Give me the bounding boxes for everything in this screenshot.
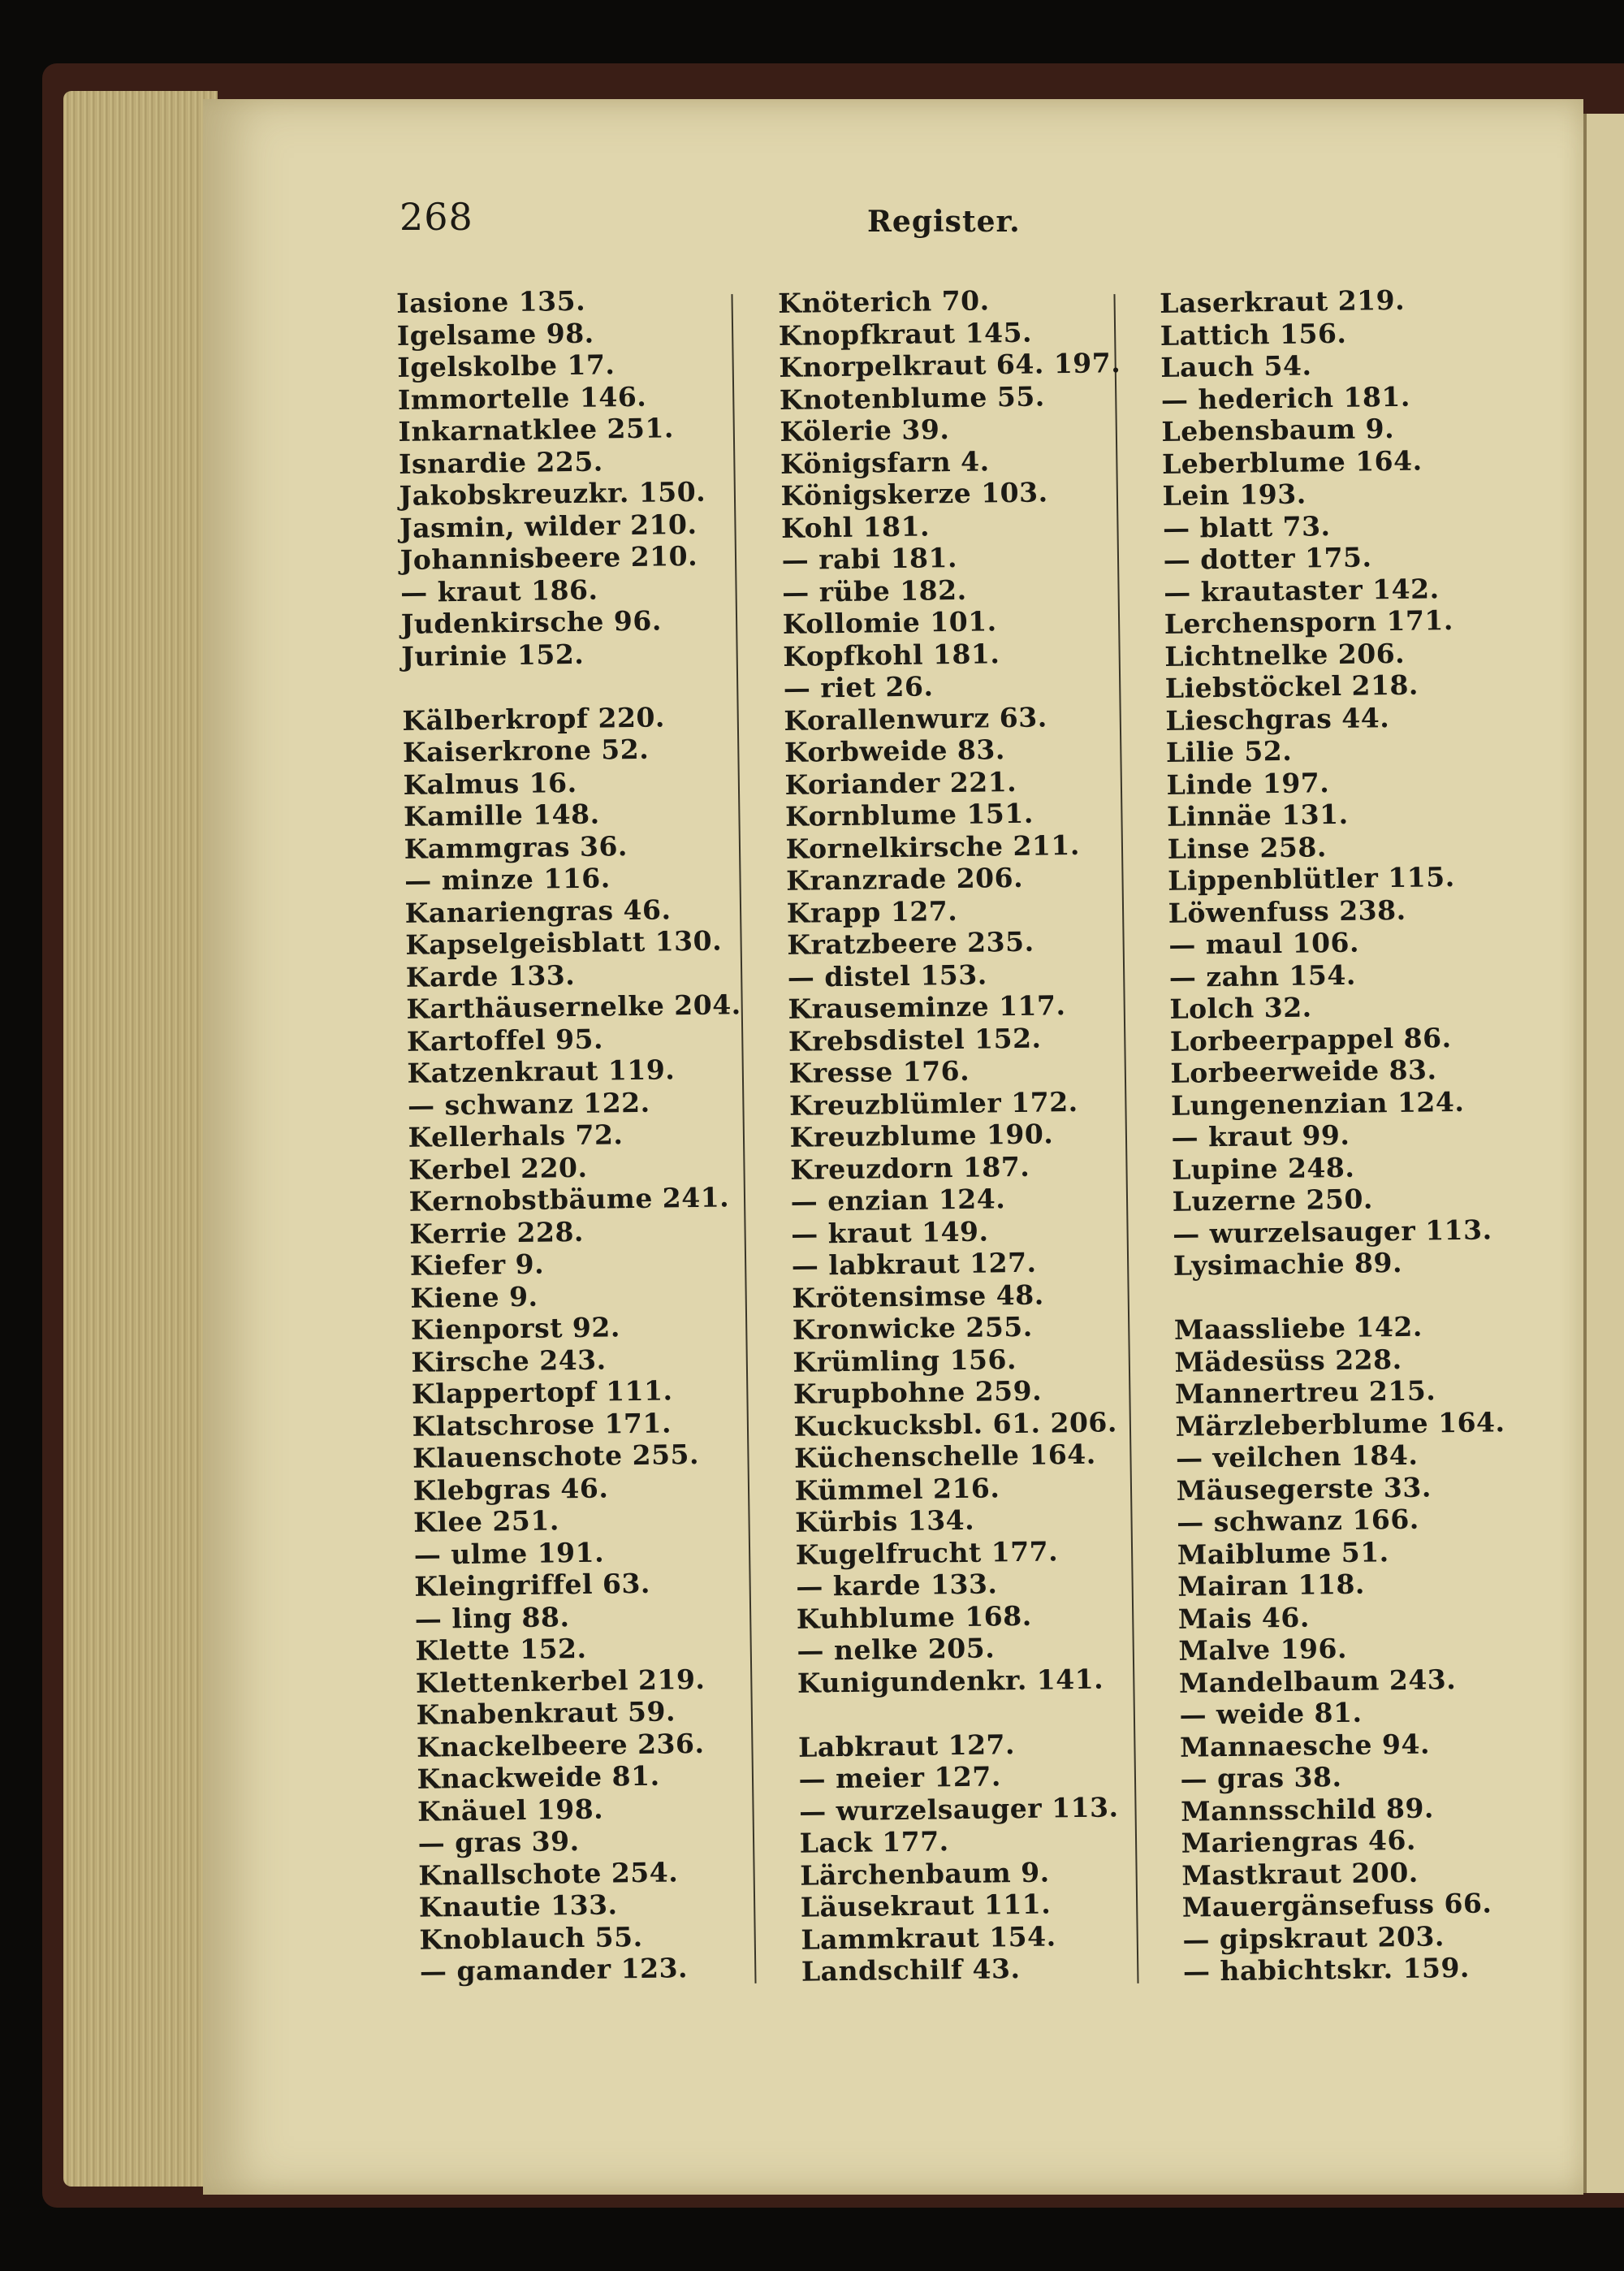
index-entry: Linnäe 131.	[1166, 798, 1349, 833]
index-entry: Kollomie 101.	[782, 605, 997, 640]
index-entry: — gamander 123.	[419, 1952, 689, 1988]
index-entry: — rabi 181.	[781, 541, 958, 576]
index-entry: Kartoffel 95.	[406, 1023, 604, 1058]
index-entry: Krupbohne 259.	[793, 1374, 1043, 1410]
index-column-3	[1160, 283, 1513, 1988]
index-entry: — rübe 182.	[781, 573, 967, 608]
index-entry: Kiene 9.	[410, 1280, 538, 1314]
index-entry: — minze 116.	[404, 862, 611, 897]
index-entry: Kölerie 39.	[780, 413, 950, 448]
index-column-1	[396, 283, 754, 1988]
index-entry: Kälberkropf 220.	[402, 700, 666, 737]
index-entry: Klebgras 46.	[412, 1471, 609, 1507]
index-entry: — krautaster 142.	[1163, 572, 1440, 608]
index-entry: Kamille 148.	[403, 798, 600, 833]
index-entry: Königskerze 103.	[780, 476, 1048, 512]
index-entry: Immortelle 146.	[397, 380, 647, 416]
index-entry: Lungenenzian 124.	[1170, 1085, 1465, 1122]
index-entry: — distel 153.	[787, 958, 987, 993]
index-entry: — kraut 149.	[790, 1214, 989, 1250]
index-entry: Mannsschild 89.	[1180, 1791, 1435, 1828]
index-entry: Lammkraut 154.	[801, 1919, 1056, 1956]
index-entry: Kreuzblümler 172.	[788, 1085, 1078, 1122]
index-entry: — gras 39.	[417, 1825, 580, 1859]
index-entry: Knautie 133.	[418, 1888, 618, 1923]
index-entry: Knäuel 198.	[417, 1793, 604, 1828]
index-entry: Küchenschelle 164.	[793, 1438, 1096, 1474]
index-entry: Igelsame 98.	[396, 317, 594, 352]
index-entry: Krapp 127.	[786, 894, 958, 929]
index-entry: Lack 177.	[799, 1825, 949, 1859]
index-entry: Krauseminze 117.	[788, 989, 1066, 1025]
index-entry: Knöterich 70.	[778, 284, 990, 319]
index-entry: Laserkraut 219.	[1160, 283, 1406, 319]
index-entry: Kronwicke 255.	[792, 1310, 1034, 1346]
index-entry: — riet 26.	[783, 670, 934, 704]
index-entry: Klettenkerbel 219.	[415, 1663, 706, 1699]
index-entry: — hederich 181.	[1160, 380, 1411, 416]
index-entry: Kernobstbäume 241.	[408, 1181, 730, 1218]
index-entry: — maul 106.	[1168, 926, 1360, 961]
index-entry: Johannisbeere 210.	[400, 539, 698, 576]
index-entry: Koriander 221.	[784, 765, 1017, 801]
index-entry: Kleingriffel 63.	[414, 1567, 651, 1603]
index-entry: Kienporst 92.	[410, 1311, 621, 1346]
index-entry: Lebensbaum 9.	[1161, 412, 1395, 448]
index-entry: Klee 251.	[412, 1504, 560, 1538]
index-entry: — enzian 124.	[790, 1183, 1006, 1218]
index-entry: — wurzelsauger 113.	[1172, 1213, 1492, 1250]
index-entry: — ulme 191.	[413, 1536, 605, 1571]
index-entry: Knopfkraut 145.	[778, 316, 1033, 352]
index-entry: Mannertreu 215.	[1174, 1374, 1436, 1410]
index-entry: Linse 258.	[1167, 830, 1328, 865]
index-entry: Kugelfrucht 177.	[795, 1534, 1059, 1571]
section-gap	[1173, 1278, 1503, 1314]
index-entry: — karde 133.	[796, 1568, 998, 1603]
index-entry: Krötensimse 48.	[792, 1278, 1044, 1314]
index-entry: Karthäusernelke 204.	[406, 988, 741, 1025]
index-entry: Iasione 135.	[396, 284, 586, 319]
index-entry: Korbweide 83.	[784, 733, 1006, 768]
index-entry: Kürbis 134.	[794, 1503, 975, 1538]
index-entry: Inkarnatklee 251.	[398, 412, 675, 448]
index-entry: Kopfkohl 181.	[783, 637, 1000, 673]
index-entry: Igelskolbe 17.	[397, 348, 615, 383]
index-entry: Isnardie 225.	[398, 444, 604, 480]
index-entry: Kiefer 9.	[409, 1248, 545, 1282]
running-head: Register.	[867, 205, 1021, 239]
index-entry: Lerchensporn 171.	[1164, 603, 1454, 640]
index-entry: Kreuzdorn 187.	[789, 1150, 1030, 1186]
index-entry: Kammgras 36.	[404, 829, 628, 865]
index-entry: Maassliebe 142.	[1173, 1310, 1423, 1346]
index-entry: Malve 196.	[1178, 1632, 1348, 1667]
index-entry: Kornelkirsche 211.	[785, 828, 1081, 865]
index-entry: Kerbel 220.	[408, 1151, 588, 1186]
index-entry: — schwanz 166.	[1176, 1503, 1420, 1538]
index-entry: — schwanz 122.	[407, 1086, 650, 1122]
index-entry: Korallenwurz 63.	[784, 700, 1047, 737]
index-entry: Klappertopf 111.	[411, 1374, 673, 1410]
index-entry: Lattich 156.	[1160, 317, 1347, 352]
index-entry: Lärchenbaum 9.	[800, 1856, 1050, 1892]
index-entry: Kresse 176.	[788, 1054, 970, 1089]
index-entry: Kümmel 216.	[794, 1471, 1000, 1507]
index-entry: Krümling 156.	[793, 1343, 1017, 1378]
index-entry: — blatt 73.	[1162, 509, 1331, 544]
index-entry: Lorbeerweide 83.	[1170, 1053, 1437, 1089]
index-entry: Kaiserkrone 52.	[402, 733, 650, 768]
index-entry: Mädesüss 228.	[1174, 1343, 1402, 1378]
index-entry: Jasmin, wilder 210.	[399, 508, 698, 544]
index-entry: Kratzbeere 235.	[787, 925, 1034, 961]
index-entry: Labkraut 127.	[797, 1728, 1016, 1763]
index-entry: Knackweide 81.	[417, 1759, 660, 1795]
index-entry: Kreuzblume 190.	[789, 1118, 1054, 1153]
index-entry: Kerrie 228.	[408, 1215, 585, 1250]
index-entry: Lieschgras 44.	[1165, 701, 1390, 737]
index-entry: Kirsche 243.	[411, 1343, 607, 1378]
index-entry: Mauergänsefuss 66.	[1181, 1887, 1492, 1923]
index-entry: — gras 38.	[1180, 1761, 1342, 1795]
index-entry: Lichtnelke 206.	[1164, 637, 1406, 673]
index-entry: Mäusegerste 33.	[1176, 1470, 1432, 1507]
index-entry: — gipskraut 203.	[1182, 1919, 1445, 1956]
index-entry: Jurinie 152.	[401, 638, 585, 673]
index-entry: Knorpelkraut 64. 197.	[779, 347, 1121, 383]
page-number: 268	[400, 195, 473, 239]
index-entry: Knoblauch 55.	[419, 1920, 643, 1956]
index-entry: — ling 88.	[414, 1600, 570, 1635]
index-entry: Mastkraut 200.	[1181, 1856, 1419, 1892]
index-entry: Kuhblume 168.	[796, 1599, 1032, 1635]
index-entry: Klauenschote 255.	[412, 1438, 700, 1474]
index-entry: Linde 197.	[1166, 766, 1330, 801]
index-entry: Knallschote 254.	[418, 1855, 679, 1892]
index-entry: — dotter 175.	[1163, 541, 1372, 576]
index-entry: Krebsdistel 152.	[788, 1022, 1042, 1058]
index-entry: Knotenblume 55.	[779, 379, 1046, 416]
page-edges	[63, 91, 218, 2187]
index-entry: Lein 193.	[1162, 478, 1307, 512]
index-entry: Löwenfuss 238.	[1168, 893, 1406, 929]
index-entry: Kapselgeisblatt 130.	[405, 924, 723, 961]
index-entry: Jakobskreuzkr. 150.	[399, 475, 706, 512]
index-entry: Lippenblütler 115.	[1167, 860, 1455, 897]
index-entry: — kraut 99.	[1171, 1118, 1350, 1153]
index-entry: Leberblume 164.	[1161, 444, 1423, 480]
index-entry: — habichtskr. 159.	[1182, 1951, 1471, 1988]
index-entry: Kalmus 16.	[403, 766, 577, 801]
index-entry: — nelke 205.	[797, 1632, 996, 1667]
index-entry: Kanariengras 46.	[404, 893, 672, 929]
index-entry: Katzenkraut 119.	[407, 1053, 676, 1089]
index-entry: Knackelbeere 236.	[416, 1727, 705, 1763]
section-gap	[797, 1694, 1139, 1731]
index-entry: Knabenkraut 59.	[416, 1695, 676, 1731]
index-entry: Lilie 52.	[1165, 734, 1293, 768]
index-entry: Lysimachie 89.	[1173, 1246, 1403, 1282]
index-entry: Mannaesche 94.	[1179, 1728, 1431, 1763]
index-column-2	[778, 283, 1143, 1988]
index-entry: — wurzelsauger 113.	[798, 1790, 1119, 1828]
index-entry: Luzerne 250.	[1172, 1183, 1374, 1218]
index-entry: Klette 152.	[415, 1632, 587, 1667]
index-entry: Lorbeerpappel 86.	[1169, 1021, 1452, 1058]
index-entry: — weide 81.	[1179, 1696, 1363, 1731]
next-page-edge	[1583, 114, 1624, 2193]
index-entry: Lolch 32.	[1169, 991, 1312, 1025]
index-entry: Kohl 181.	[780, 509, 931, 544]
index-entry: Kornblume 151.	[784, 797, 1034, 833]
index-entry: — meier 127.	[798, 1760, 1002, 1795]
index-entry: Liebstöckel 218.	[1164, 668, 1419, 704]
index-entry: Klatschrose 171.	[412, 1406, 672, 1443]
index-entry: — veilchen 184.	[1175, 1438, 1419, 1474]
index-entry: Kuckucksbl. 61. 206.	[793, 1405, 1118, 1443]
index-entry: — labkraut 127.	[791, 1246, 1037, 1282]
index-entry: Judenkirsche 96.	[400, 604, 663, 640]
index-entry: Mariengras 46.	[1181, 1823, 1417, 1859]
index-entry: Landschilf 43.	[801, 1953, 1021, 1988]
index-entry: Märzleberblume 164.	[1175, 1405, 1505, 1443]
index-entry: Königsfarn 4.	[780, 444, 990, 480]
index-entry: — zahn 154.	[1168, 958, 1357, 993]
index-entry: Lauch 54.	[1160, 349, 1312, 383]
index-entry: Mandelbaum 243.	[1178, 1663, 1457, 1699]
index-entry: Kellerhals 72.	[408, 1118, 624, 1153]
index-entry: Kunigundenkr. 141.	[797, 1663, 1104, 1699]
index-entry: Läusekraut 111.	[800, 1888, 1052, 1923]
index-entry: Lupine 248.	[1171, 1151, 1355, 1186]
index-entry: — kraut 186.	[400, 573, 598, 608]
index-entry: Kranzrade 206.	[785, 861, 1024, 897]
index-entry: Karde 133.	[405, 958, 576, 993]
index-entry: Mais 46.	[1177, 1601, 1311, 1635]
index-entry: Mairan 118.	[1177, 1568, 1366, 1603]
index-entry: Maiblume 51.	[1177, 1535, 1389, 1571]
section-gap	[402, 668, 737, 704]
